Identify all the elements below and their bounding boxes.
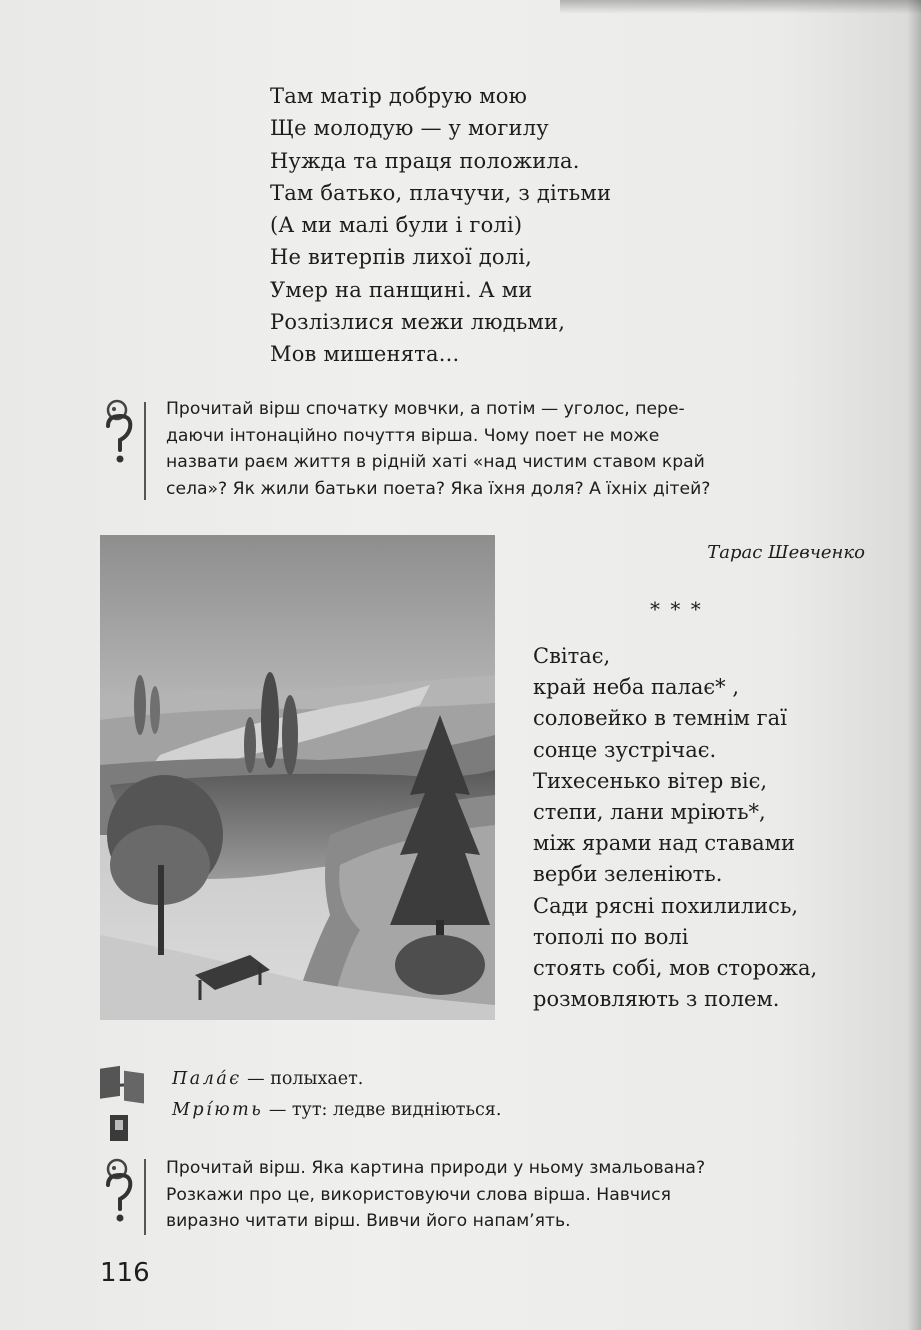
poem-line: розмовляють з полем. — [533, 987, 780, 1012]
poem-line: Розлізлися межи людьми, — [270, 310, 566, 335]
glossary-entry — [172, 1064, 501, 1095]
page-number: 116 — [100, 1258, 150, 1288]
question-mark-icon — [100, 1155, 140, 1225]
glossary-definition: — тут: ледве видніються. — [263, 1100, 502, 1120]
poem-stars: * * * — [650, 597, 703, 621]
poem-line: край неба палає* , — [533, 675, 740, 700]
question-text: Прочитай вірш спочатку мовчки, а потім — уголос, пере- даючи інтонаційно почуття вірша. Чому поет не може назвати раєм життя в рідній хаті «над чистим ставом край села»? Як жили батьки поета? Яка їхня доля? А їхніх дітей? — [166, 399, 711, 499]
poem-line: Ще молодую — у могилу — [270, 116, 549, 141]
page-top-shadow — [560, 0, 921, 14]
poem-line: між ярами над ставами — [533, 831, 795, 856]
glossary — [172, 1064, 501, 1126]
glossary-term: Пала́є — [172, 1069, 242, 1089]
glossary-entry — [172, 1095, 501, 1126]
page-edge-shadow — [907, 0, 921, 1330]
poem-line: Нужда та праця положила. — [270, 148, 580, 173]
poem-line: Тихесенько вітер віє, — [533, 768, 768, 793]
poem-line: тополі по волі — [533, 924, 689, 949]
question-block-2 — [100, 1155, 860, 1240]
poem-line: стоять собі, мов сторожа, — [533, 956, 818, 981]
poem-line: Сади рясні похилились, — [533, 893, 799, 918]
poem-line: (А ми малі були і голі) — [270, 213, 523, 238]
question-divider — [144, 1159, 146, 1235]
poem-svitaie — [533, 641, 817, 1015]
poem-line: Там матір добрую мою — [270, 84, 528, 108]
poem-line: соловейко в темнім гаї — [533, 706, 787, 731]
glossary-definition: — полыхает. — [241, 1069, 364, 1089]
poem-author: Тарас Шевченко — [707, 542, 865, 563]
dictionary-book-icon — [98, 1055, 148, 1145]
question-divider — [144, 402, 146, 500]
question-text: Прочитай вірш. Яка картина природи у ньому змальована? Розкажи про це, використовуючи слова вірша. Навчися виразно читати вірш. Вивчи його напам’ять. — [166, 1158, 706, 1231]
poem-line: степи, лани мріють*, — [533, 800, 766, 825]
poem-excerpt — [270, 80, 611, 371]
poem-line: Там батько, плачучи, з дітьми — [270, 180, 612, 205]
poem-line: сонце зустрічає. — [533, 737, 717, 762]
poem-line: верби зеленіють. — [533, 862, 723, 887]
question-block-1 — [100, 396, 860, 506]
poem-line: Мов мишенята... — [270, 342, 460, 367]
poem-line: Світає, — [533, 644, 611, 668]
glossary-term: Мрі́ють — [172, 1100, 264, 1120]
question-mark-icon — [100, 396, 140, 466]
landscape-illustration — [100, 535, 495, 1020]
poem-line: Умер на панщині. А ми — [270, 277, 533, 302]
poem-line: Не витерпів лихої долі, — [270, 245, 533, 270]
